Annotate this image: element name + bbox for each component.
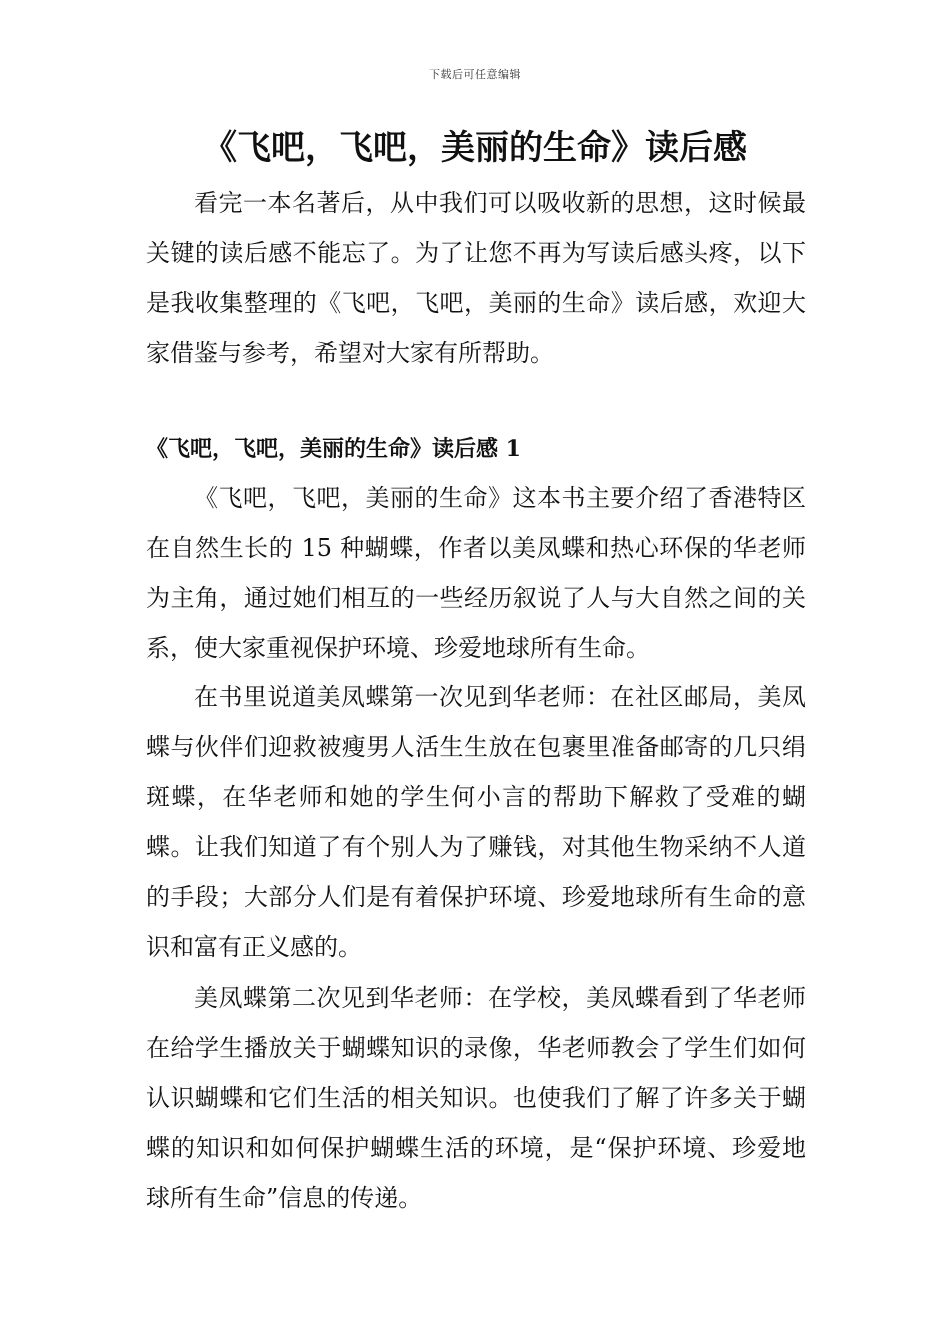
page-title: 《飞吧，飞吧，美丽的生命》读后感: [203, 128, 747, 168]
section-heading: 《飞吧，飞吧，美丽的生命》读后感 1: [146, 436, 521, 462]
header-note: 下载后可任意编辑: [429, 68, 521, 81]
intro-paragraph: 看完一本名著后，从中我们可以吸收新的思想，这时候最关键的读后感不能忘了。为了让您不再为写读后感头疼，以下是我收集整理的《飞吧，飞吧，美丽的生命》读后感，欢迎大家借鉴与参考，希望对大家有所帮助。: [146, 189, 806, 367]
body-paragraph: 美凤蝶第二次见到华老师：在学校，美凤蝶看到了华老师在给学生播放关于蝴蝶知识的录像，华老师教会了学生们如何认识蝴蝶和它们生活的相关知识。也使我们了解了许多关于蝴蝶的知识和如何保护蝴蝶生活的环境，是“保护环境、珍爱地球所有生命”信息的传递。: [146, 984, 806, 1212]
body-paragraph: 在书里说道美凤蝶第一次见到华老师：在社区邮局，美凤蝶与伙伴们迎救被瘦男人活生生放在包裹里准备邮寄的几只绢斑蝶，在华老师和她的学生何小言的帮助下解救了受难的蝴蝶。让我们知道了有个别人为了赚钱，对其他生物采纳不人道的手段；大部分人们是有着保护环境、珍爱地球所有生命的意识和富有正义感的。: [146, 683, 806, 961]
body-paragraph: 《飞吧，飞吧，美丽的生命》这本书主要介绍了香港特区在自然生长的 15 种蝴蝶，作者以美凤蝶和热心环保的华老师为主角，通过她们相互的一些经历叙说了人与大自然之间的关系，使大家重视保护环境、珍爱地球所有生命。: [146, 484, 806, 662]
